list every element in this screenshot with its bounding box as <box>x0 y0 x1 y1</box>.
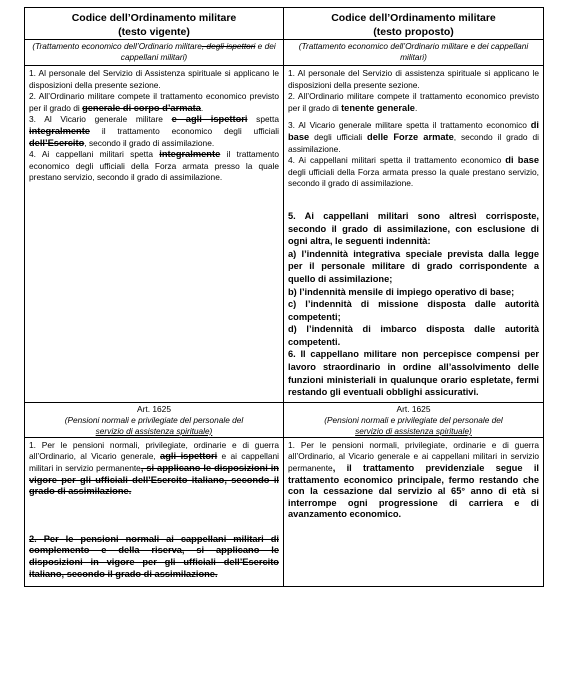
right-article-subtitle-2: servizio di assistenza spirituale) <box>355 425 472 436</box>
left-pension-para-1: 1. Per le pensioni normali, privilegiate, ordinarie e di guerra all’Ordinario, al Vicario generale, agli ispettori e ai cappellani militari in servizio permanente, si applicano le disposizioni in vigore per gli ufficiali dell’Esercito italiano, secondo il grado di assimilazione. <box>29 439 279 497</box>
section1-right-text <box>284 66 544 403</box>
header-right <box>284 8 544 40</box>
right-para-4: 4. Ai cappellani militari spetta il trattamento economico di base degli ufficiali della Forza armata presso la quale prestano servizio, secondo il grado di assimilazione. <box>288 155 539 189</box>
right-added-block <box>288 210 539 399</box>
right-title: Codice dell’Ordinamento militare <box>331 12 496 24</box>
right-article-subtitle-1: (Pensioni normali e privilegiate del personale del <box>324 414 503 425</box>
right-para-5b: b) l’indennità mensile di impiego operativo di base; <box>288 286 515 297</box>
right-para-1: 1. Al personale del Servizio di assistenza spirituale si applicano le disposizioni della presente sezione. <box>288 68 539 90</box>
left-article-number: Art. 1625 <box>137 403 171 414</box>
right-para-5a: a) l’indennità integrativa speciale prevista dalla legge per il personale militare di grado corrispondente a quello di assimilazione; <box>288 248 539 284</box>
section2-left-text <box>25 437 284 586</box>
left-subtitle: (testo vigente) <box>118 26 190 38</box>
left-article-subtitle-1: (Pensioni normali e privilegiate del personale del <box>64 414 244 425</box>
right-subtitle: (testo proposto) <box>373 26 454 38</box>
header-row <box>25 8 544 40</box>
right-para-6: 6. Il cappellano militare non percepisce compensi per lavoro straordinario in ordine all’assolvimento delle funzioni ministeriali in qualunque orario espletate, fermi restando gli eventuali obblighi assicurativi. <box>288 349 539 398</box>
left-article-subtitle-2: servizio di assistenza spirituale) <box>95 425 213 436</box>
header-left <box>25 8 284 40</box>
section1-left-heading: (Trattamento economico dell’Ordinario militare, degli ispettori e dei cappellani militari) <box>25 40 284 66</box>
right-para-3: 3. Al Vicario generale militare spetta il trattamento economico di base degli ufficiali delle Forze armate, secondo il grado di assimilazione. <box>288 120 539 154</box>
section2-heading-row <box>25 402 544 437</box>
left-para-2: 2. All’Ordinario militare compete il trattamento economico previsto per il grado di generale di corpo d’armata. <box>29 91 279 113</box>
section2-body-row <box>25 437 544 586</box>
section2-right-text <box>284 437 544 586</box>
left-para-3: 3. Al Vicario generale militare e agli ispettori spetta integralmente il trattamento economico degli ufficiali dell’Esercito, secondo il grado di assimilazione. <box>29 114 279 148</box>
left-para-1: 1. Al personale del Servizio di Assistenza spirituale si applicano le disposizioni della presente sezione. <box>29 68 279 90</box>
right-para-5d: d) l’indennità di imbarco disposta dalle autorità competenti. <box>288 324 539 347</box>
section1-left-text <box>25 66 284 403</box>
right-para-2: 2. All’Ordinario militare compete il trattamento economico previsto per il grado di tenente generale. <box>288 91 539 113</box>
section1-right-heading: (Trattamento economico dell’Ordinario militare e dei cappellani militari) <box>284 40 544 66</box>
right-para-5c: c) l’indennità di missione disposta dalle autorità competenti; <box>288 299 539 322</box>
section1-heading-row <box>25 40 544 66</box>
section1-body-row <box>25 66 544 403</box>
section2-right-heading <box>284 402 544 437</box>
left-pension-para-2: 2. Per le pensioni normali ai cappellani militari di complemento e della riserva, si applicano le disposizioni in vigore per gli ufficiali dell’Esercito italiano, secondo il grado di assimilazione. <box>29 533 279 579</box>
right-para-5: 5. Ai cappellani militari sono altresì corrisposte, secondo il grado di assimilazione, con esclusione di ogni altra, le seguenti indennità: <box>288 210 539 247</box>
right-article-number: Art. 1625 <box>396 403 431 414</box>
comparison-table <box>24 7 544 587</box>
section2-left-heading <box>25 402 284 437</box>
right-pension-para-1: 1. Per le pensioni normali, privilegiate, ordinarie e di guerra all’Ordinario, al Vicario generale e ai cappellani militari in servizio permanente, il trattamento previdenziale segue il trattamento economico principale, fermo restando che con la cessazione dal servizio al 65° anno di età si interrompe ogni progressione di carriera e di avanzamento economico. <box>288 439 539 520</box>
left-title: Codice dell’Ordinamento militare <box>71 12 237 24</box>
left-para-4: 4. Ai cappellani militari spetta integralmente il trattamento economico degli ufficiali della Forza armata presso la quale prestano servizio, secondo il grado di assimilazione. <box>29 149 279 183</box>
